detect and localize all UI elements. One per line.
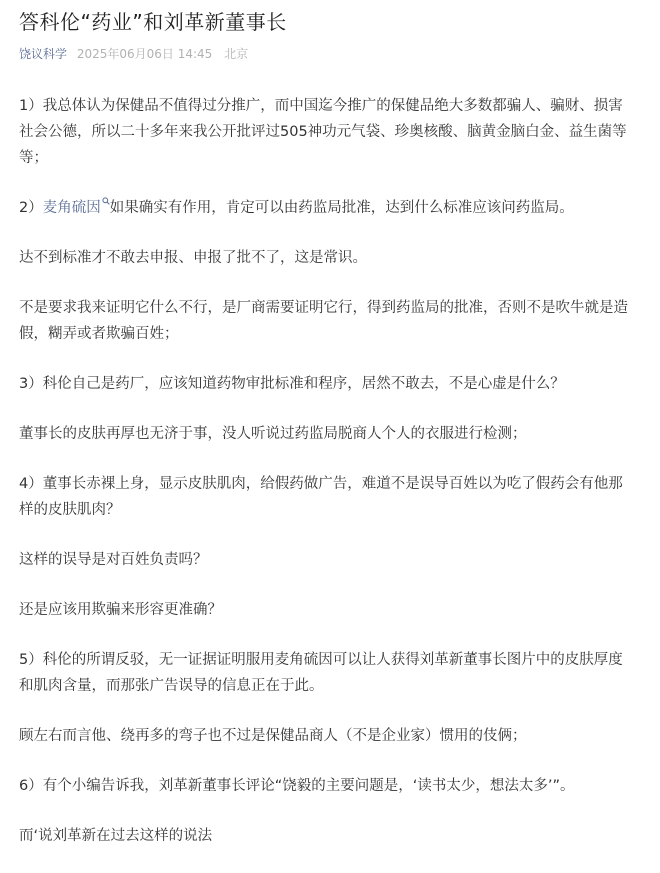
publish-date: 2025年06月06日 14:45 xyxy=(76,47,213,61)
paragraph-7: 4）董事长赤裸上身，显示皮肤肌肉，给假药做广告，难道不是误导百姓以为吃了假药会有他那样的皮肤肌肉？ xyxy=(19,476,623,518)
paragraph-2-prefix: 2） xyxy=(19,200,43,216)
paragraph-4: 不是要求我来证明它什么不行，是厂商需要证明它行，得到药监局的批准，否则不是吹牛就是造假，糊弄或者欺骗百姓； xyxy=(19,300,628,342)
paragraph-12: 6）有个小编告诉我，刘革新董事长评论“饶毅的主要问题是，‘读书太少，想法太多’”。 xyxy=(19,778,575,794)
paragraph-3: 达不到标准才不敢去申报、申报了批不了，这是常识。 xyxy=(19,250,367,266)
keyword-search-link[interactable] xyxy=(43,200,110,216)
paragraph-2-text: 如果确实有作用，肯定可以由药监局批准，达到什么标准应该问药监局。 xyxy=(109,200,574,216)
paragraph-1: 1）我总体认为保健品不值得过分推广，而中国迄今推广的保健品绝大多数都骗人、骗财、损害社会公德，所以二十多年来我公开批评过505神功元气袋、珍奥核酸、脑黄金脑白金、益生菌等等； xyxy=(19,98,627,166)
paragraph-11: 顾左右而言他、绕再多的弯子也不过是保健品商人（不是企业家）惯用的伎俩； xyxy=(19,728,527,744)
search-icon xyxy=(102,197,110,205)
paragraph-6: 董事长的皮肤再厚也无济于事，没人听说过药监局脱商人个人的衣服进行检测； xyxy=(19,426,527,442)
paragraph-8: 这样的误导是对百姓负责吗？ xyxy=(19,552,208,568)
paragraph-2 xyxy=(19,195,633,221)
paragraph-5: 3）科伦自己是药厂，应该知道药物审批标准和程序，居然不敢去，不是心虚是什么？ xyxy=(19,376,565,392)
paragraph-13: 而‘说刘革新在过去这样的说法 xyxy=(19,828,213,844)
keyword-link-text: 麦角硫因 xyxy=(42,200,101,216)
paragraph-10: 5）科伦的所谓反驳，无一证据证明服用麦角硫因可以让人获得刘革新董事长图片中的皮肤厚度和肌肉含量，而那张广告误导的信息正在于此。 xyxy=(19,652,623,694)
author-link[interactable]: 饶议科学 xyxy=(19,47,68,61)
publish-location: 北京 xyxy=(224,47,249,61)
article-title: 答科伦“药业”和刘革新董事长 xyxy=(19,10,287,34)
article-content xyxy=(19,93,633,873)
paragraph-9: 还是应该用欺骗来形容更准确？ xyxy=(19,602,222,618)
article-meta xyxy=(19,45,248,63)
